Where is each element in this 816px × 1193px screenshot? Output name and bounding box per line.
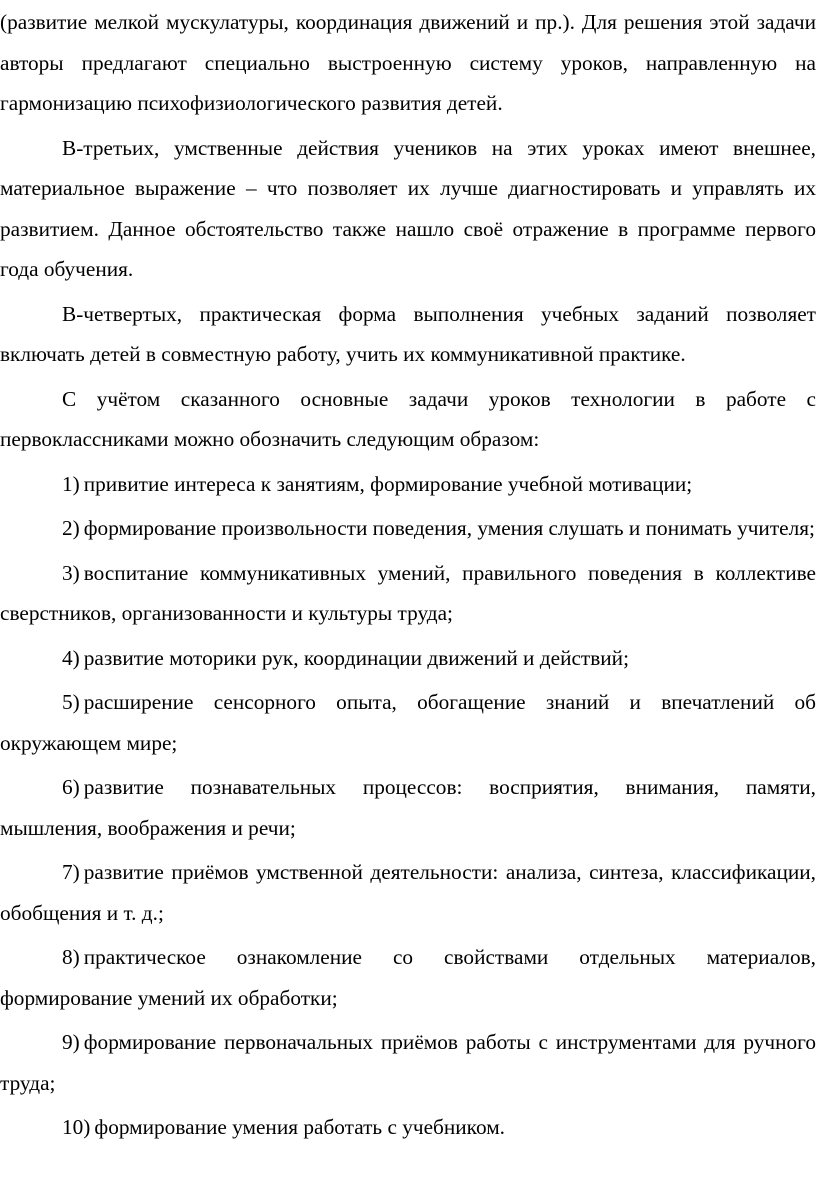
list-item-text: формирование произвольности поведения, умения слушать и понимать учителя; xyxy=(83,516,815,540)
list-item-number: 9) xyxy=(62,1030,80,1054)
list-item-number: 2) xyxy=(62,516,80,540)
list-item-number: 3) xyxy=(62,560,80,585)
list-item xyxy=(0,508,816,549)
task-list xyxy=(0,464,816,1148)
list-item-text: практическое ознакомление со свойствами отдельных материалов, формирование умений их обработки; xyxy=(0,945,816,1010)
list-item-text: развитие моторики рук, координации движений и действий; xyxy=(83,645,629,670)
list-item xyxy=(0,464,816,505)
list-item-text: формирование первоначальных приёмов работы с инструментами для ручного труда; xyxy=(0,1030,816,1095)
list-item-text: развитие познавательных процессов: восприятия, внимания, памяти, мышления, воображения и речи; xyxy=(0,775,816,840)
list-item-number: 4) xyxy=(62,645,80,670)
list-item xyxy=(0,937,816,1018)
list-item-number: 6) xyxy=(62,775,80,799)
list-item-text: привитие интереса к занятиям, формирование учебной мотивации; xyxy=(83,471,693,496)
list-item-number: 1) xyxy=(62,471,80,496)
paragraph-continuation: (развитие мелкой мускулатуры, координация движений и пр.). Для решения этой задачи авторы предлагают специально выстроенную систему уроков, направленную на гармонизацию психофизиологического развития детей. xyxy=(0,10,816,115)
list-item xyxy=(0,553,816,634)
list-item xyxy=(0,1107,816,1148)
list-item-text: развитие приёмов умственной деятельности: анализа, синтеза, классификации, обобщения и т. д.; xyxy=(0,860,816,925)
paragraph-tasks-intro: С учётом сказанного основные задачи уроков технологии в работе с первоклассниками можно обозначить следующим образом: xyxy=(0,386,816,451)
list-item-text: формирование умения работать с учебником. xyxy=(94,1115,505,1139)
paragraph-fourthly: В-четвертых, практическая форма выполнения учебных заданий позволяет включать детей в совместную работу, учить их коммуникативной практике. xyxy=(0,301,816,366)
list-item xyxy=(0,1022,816,1103)
list-item-number: 10) xyxy=(62,1115,91,1139)
list-item-number: 5) xyxy=(62,690,80,714)
list-item-text: расширение сенсорного опыта, обогащение знаний и впечатлений об окружающем мире; xyxy=(0,690,816,755)
list-item xyxy=(0,638,816,679)
list-item xyxy=(0,682,816,763)
paragraph-thirdly: В-третьих, умственные действия учеников на этих уроках имеют внешнее, материальное выражение – что позволяет их лучше диагностировать и управлять их развитием. Данное обстоятельство также нашло своё отражение в программе первого года обучения. xyxy=(0,135,816,281)
list-item xyxy=(0,852,816,933)
list-item-number: 7) xyxy=(62,860,80,884)
list-item xyxy=(0,767,816,848)
list-item-number: 8) xyxy=(62,945,80,969)
list-item-text: воспитание коммуникативных умений, правильного поведения в коллективе сверстников, организованности и культуры труда; xyxy=(0,560,816,625)
